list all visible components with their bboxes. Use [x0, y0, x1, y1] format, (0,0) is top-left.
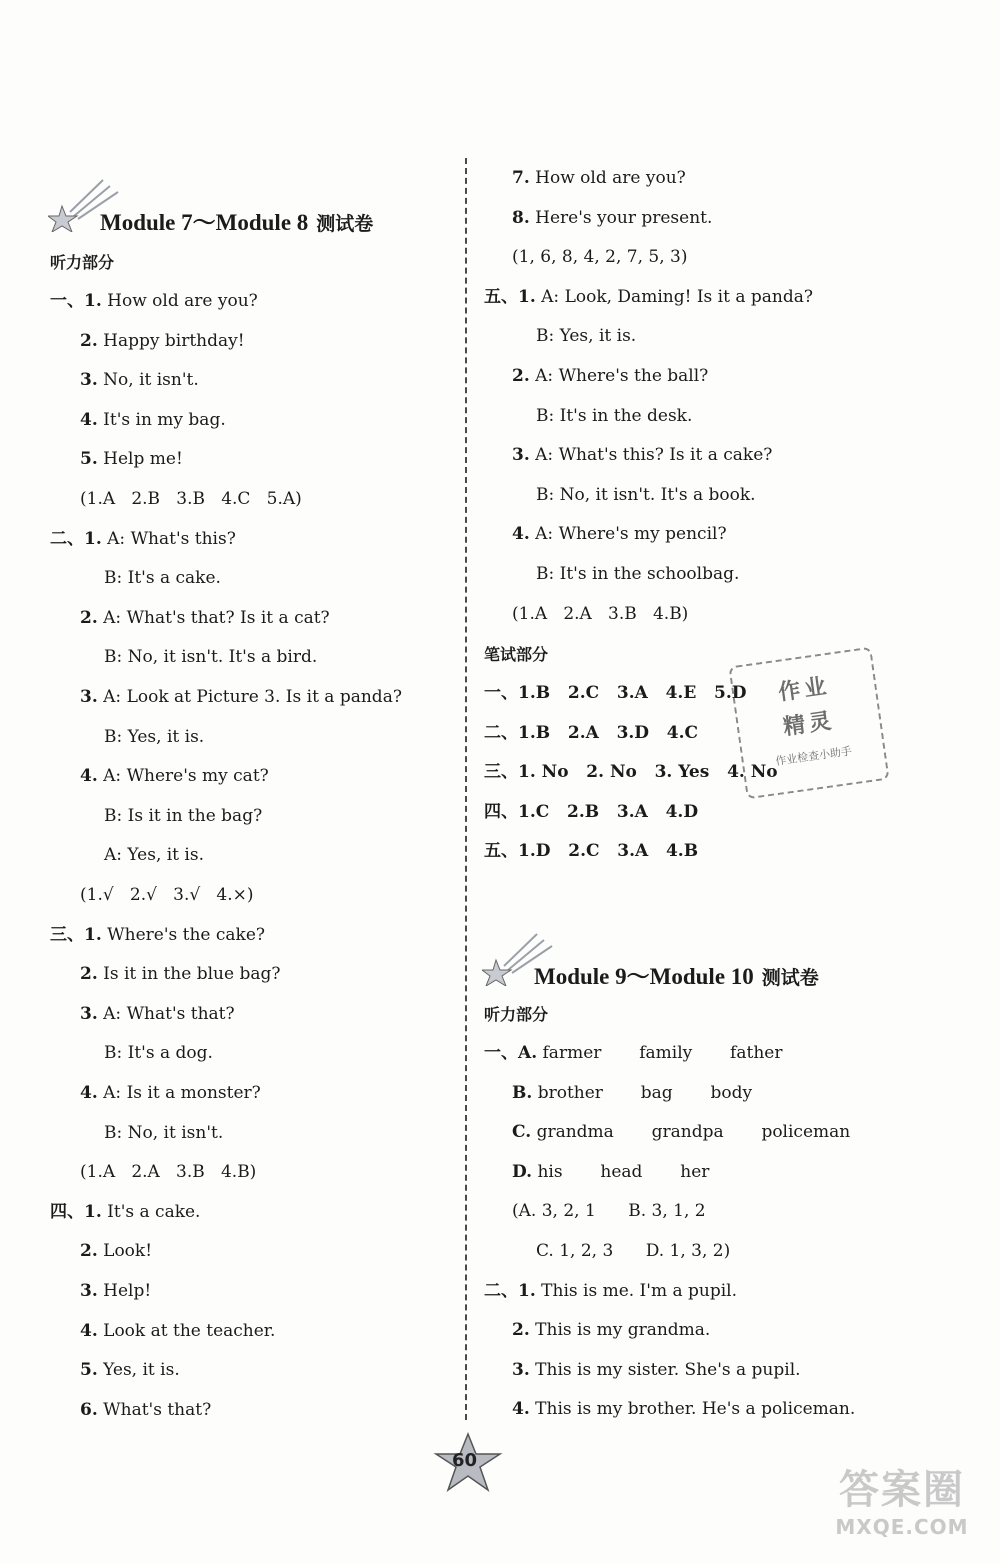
item-number: 4. — [80, 1320, 98, 1341]
item-text: Help me! — [103, 449, 183, 470]
answer-line — [512, 444, 772, 466]
item-text: Is it in the blue bag? — [103, 964, 281, 985]
item-number: C. — [512, 1122, 532, 1143]
item-number: 一、A. — [484, 1043, 538, 1063]
answer-line — [80, 1003, 235, 1025]
item-text: A: Look, Daming! Is it a panda? — [541, 286, 813, 307]
answer-line — [50, 290, 258, 312]
written-answer-line: 四、1.C 2.B 3.A 4.D — [484, 801, 699, 822]
item-text: This is me. I'm a pupil. — [541, 1280, 738, 1301]
answer-line — [536, 325, 636, 347]
item-text: B: Yes, it is. — [104, 726, 205, 747]
answer-line — [512, 603, 688, 625]
answer-line — [104, 805, 262, 827]
answer-line — [80, 1320, 275, 1342]
written-answer-line: 一、1.B 2.C 3.A 4.E 5.D — [484, 683, 747, 703]
answer-line — [484, 1280, 737, 1302]
answer-line — [50, 1201, 200, 1223]
site-watermark: 答案圈 MXQE.COM — [835, 1467, 969, 1539]
answer-line — [484, 1042, 782, 1064]
item-number: 2. — [512, 366, 530, 386]
answer-line — [512, 365, 708, 387]
item-text: Happy birthday! — [103, 330, 245, 351]
item-text: B: No, it isn't. It's a book. — [536, 484, 756, 505]
answer-line — [536, 563, 739, 585]
item-text: A: Where's my cat? — [103, 766, 269, 787]
answer-line — [536, 405, 692, 427]
item-number: 3. — [80, 687, 98, 707]
answer-line — [484, 286, 813, 308]
item-text: How old are you? — [535, 168, 686, 188]
item-text: Where's the cake? — [107, 924, 266, 945]
answer-line — [512, 523, 727, 545]
answer-line — [80, 765, 269, 787]
answer-line — [512, 1121, 850, 1143]
written-answer-line: 二、1.B 2.A 3.D 4.C — [484, 722, 699, 743]
item-number: 2. — [80, 607, 98, 628]
answer-line — [80, 686, 402, 708]
item-text: What's that? — [103, 1399, 212, 1420]
answer-line — [512, 1398, 855, 1420]
item-number: 4. — [80, 766, 98, 787]
item-text: B: It's in the schoolbag. — [536, 564, 740, 584]
answer-line — [536, 1240, 730, 1262]
item-number: 2. — [512, 1320, 530, 1341]
answer-line — [50, 924, 265, 946]
item-number: 五、1. — [484, 286, 536, 307]
answer-line — [512, 1319, 710, 1341]
written-answer-line: 三、1. No 2. No 3. Yes 4. No — [484, 762, 778, 783]
item-number: 5. — [80, 449, 98, 470]
answer-line — [80, 1240, 152, 1262]
item-text: B: It's in the desk. — [536, 405, 693, 426]
item-text: A: What's that? Is it a cat? — [103, 607, 330, 628]
item-text: B: No, it isn't. It's a bird. — [104, 647, 318, 668]
listening-part-label-2: 听力部分 — [484, 1005, 549, 1024]
item-number: 3. — [80, 370, 98, 391]
answer-line — [80, 607, 330, 629]
item-text: B: It's a dog. — [104, 1043, 213, 1064]
item-text: A: Yes, it is. — [104, 845, 204, 866]
item-text: A: Look at Picture 3. Is it a panda? — [103, 687, 402, 707]
item-text: A: Where's the ball? — [535, 366, 709, 386]
item-number: 7. — [512, 168, 530, 188]
item-number: 四、1. — [50, 1201, 102, 1222]
item-text: farmer family father — [542, 1043, 783, 1063]
section-title-module7-8: Module 7～Module 8 测试卷 — [100, 210, 374, 235]
answer-line — [80, 1359, 180, 1381]
item-text: This is my grandma. — [535, 1320, 711, 1341]
item-text: How old are you? — [107, 291, 258, 311]
item-text: B: No, it isn't. — [104, 1122, 224, 1143]
item-text: Yes, it is. — [103, 1360, 180, 1381]
answer-line — [80, 1280, 151, 1302]
item-text: This is my sister. She's a pupil. — [535, 1359, 801, 1380]
item-text: This is my brother. He's a policeman. — [535, 1399, 856, 1420]
item-text: (1.A 2.B 3.B 4.C 5.A) — [80, 489, 302, 509]
item-number: B. — [512, 1082, 533, 1103]
answer-line — [80, 369, 199, 391]
item-text: brother bag body — [537, 1082, 753, 1103]
written-answer-line: 五、1.D 2.C 3.A 4.B — [484, 841, 699, 862]
item-text: Here's your present. — [535, 207, 713, 228]
item-number: 3. — [512, 445, 530, 466]
item-number: 2. — [80, 330, 98, 351]
item-text: Help! — [103, 1281, 152, 1301]
item-number: 2. — [80, 1241, 98, 1262]
answer-line — [104, 726, 204, 748]
item-number: 4. — [512, 524, 530, 545]
item-text: A: Where's my pencil? — [535, 524, 727, 545]
item-text: (1.A 2.A 3.B 4.B) — [80, 1162, 257, 1183]
item-number: 一、1. — [50, 291, 102, 311]
answer-line — [512, 1161, 709, 1183]
item-number: D. — [512, 1161, 533, 1182]
item-number: 8. — [512, 207, 530, 228]
item-text: It's a cake. — [107, 1201, 201, 1222]
item-text: B: Yes, it is. — [536, 326, 637, 347]
answer-line — [104, 844, 204, 866]
answer-line — [80, 1161, 256, 1183]
answer-line — [80, 330, 245, 352]
item-number: 4. — [80, 1083, 98, 1103]
item-number: 3. — [80, 1003, 98, 1024]
item-text: A: Is it a monster? — [103, 1083, 261, 1103]
item-text: A: What's that? — [103, 1003, 235, 1024]
item-text: A: What's this? — [107, 528, 236, 549]
listening-part-label: 听力部分 — [50, 253, 115, 272]
answer-line — [50, 528, 236, 550]
answer-line — [80, 1399, 211, 1421]
answer-line — [512, 207, 712, 229]
answer-line — [80, 884, 254, 906]
item-text: A: What's this? Is it a cake? — [535, 445, 773, 466]
page-number: 60 — [452, 1450, 478, 1471]
item-number: 4. — [512, 1399, 530, 1420]
answer-line — [512, 1082, 752, 1104]
homework-stamp: 作业 精灵 作业检查小助手 — [728, 647, 889, 800]
item-number: 4. — [80, 409, 98, 430]
answer-line — [536, 484, 756, 506]
item-text: B: Is it in the bag? — [104, 805, 263, 826]
item-text: It's in my bag. — [103, 409, 226, 430]
answer-line — [80, 448, 183, 470]
item-text: his head her — [537, 1161, 710, 1182]
answer-line — [104, 1122, 223, 1144]
answer-line — [104, 646, 317, 668]
item-text: (1.A 2.A 3.B 4.B) — [512, 603, 689, 624]
answer-line — [80, 963, 280, 985]
item-text: No, it isn't. — [103, 370, 199, 391]
answer-line — [80, 488, 302, 510]
item-number: 二、1. — [484, 1280, 536, 1301]
answer-line — [512, 167, 686, 189]
column-divider — [465, 158, 467, 1420]
item-text: B: It's a cake. — [104, 568, 221, 589]
answer-line — [512, 1359, 801, 1381]
item-number: 3. — [80, 1281, 98, 1301]
item-number: 2. — [80, 964, 98, 985]
item-number: 6. — [80, 1399, 98, 1420]
item-number: 二、1. — [50, 528, 102, 549]
item-number: 三、1. — [50, 924, 102, 945]
item-number: 5. — [80, 1360, 98, 1381]
answer-line — [512, 1200, 706, 1222]
item-text: grandma grandpa policeman — [536, 1122, 851, 1143]
item-text: (1.√ 2.√ 3.√ 4.×) — [80, 885, 254, 905]
answer-line — [512, 246, 687, 268]
item-text: (A. 3, 2, 1 B. 3, 1, 2 — [512, 1201, 706, 1222]
item-text: Look! — [103, 1241, 153, 1262]
item-text: C. 1, 2, 3 D. 1, 3, 2) — [536, 1241, 731, 1261]
item-number: 3. — [512, 1359, 530, 1380]
section-title-module9-10: Module 9～Module 10 测试卷 — [534, 964, 819, 989]
answer-line — [80, 409, 226, 431]
written-part-label: 笔试部分 — [484, 645, 549, 664]
item-text: (1, 6, 8, 4, 2, 7, 5, 3) — [512, 247, 688, 268]
item-text: Look at the teacher. — [103, 1320, 276, 1341]
answer-line — [80, 1082, 261, 1104]
answer-line — [104, 1042, 213, 1064]
page-number-badge — [432, 1432, 504, 1492]
answer-line — [104, 567, 221, 589]
